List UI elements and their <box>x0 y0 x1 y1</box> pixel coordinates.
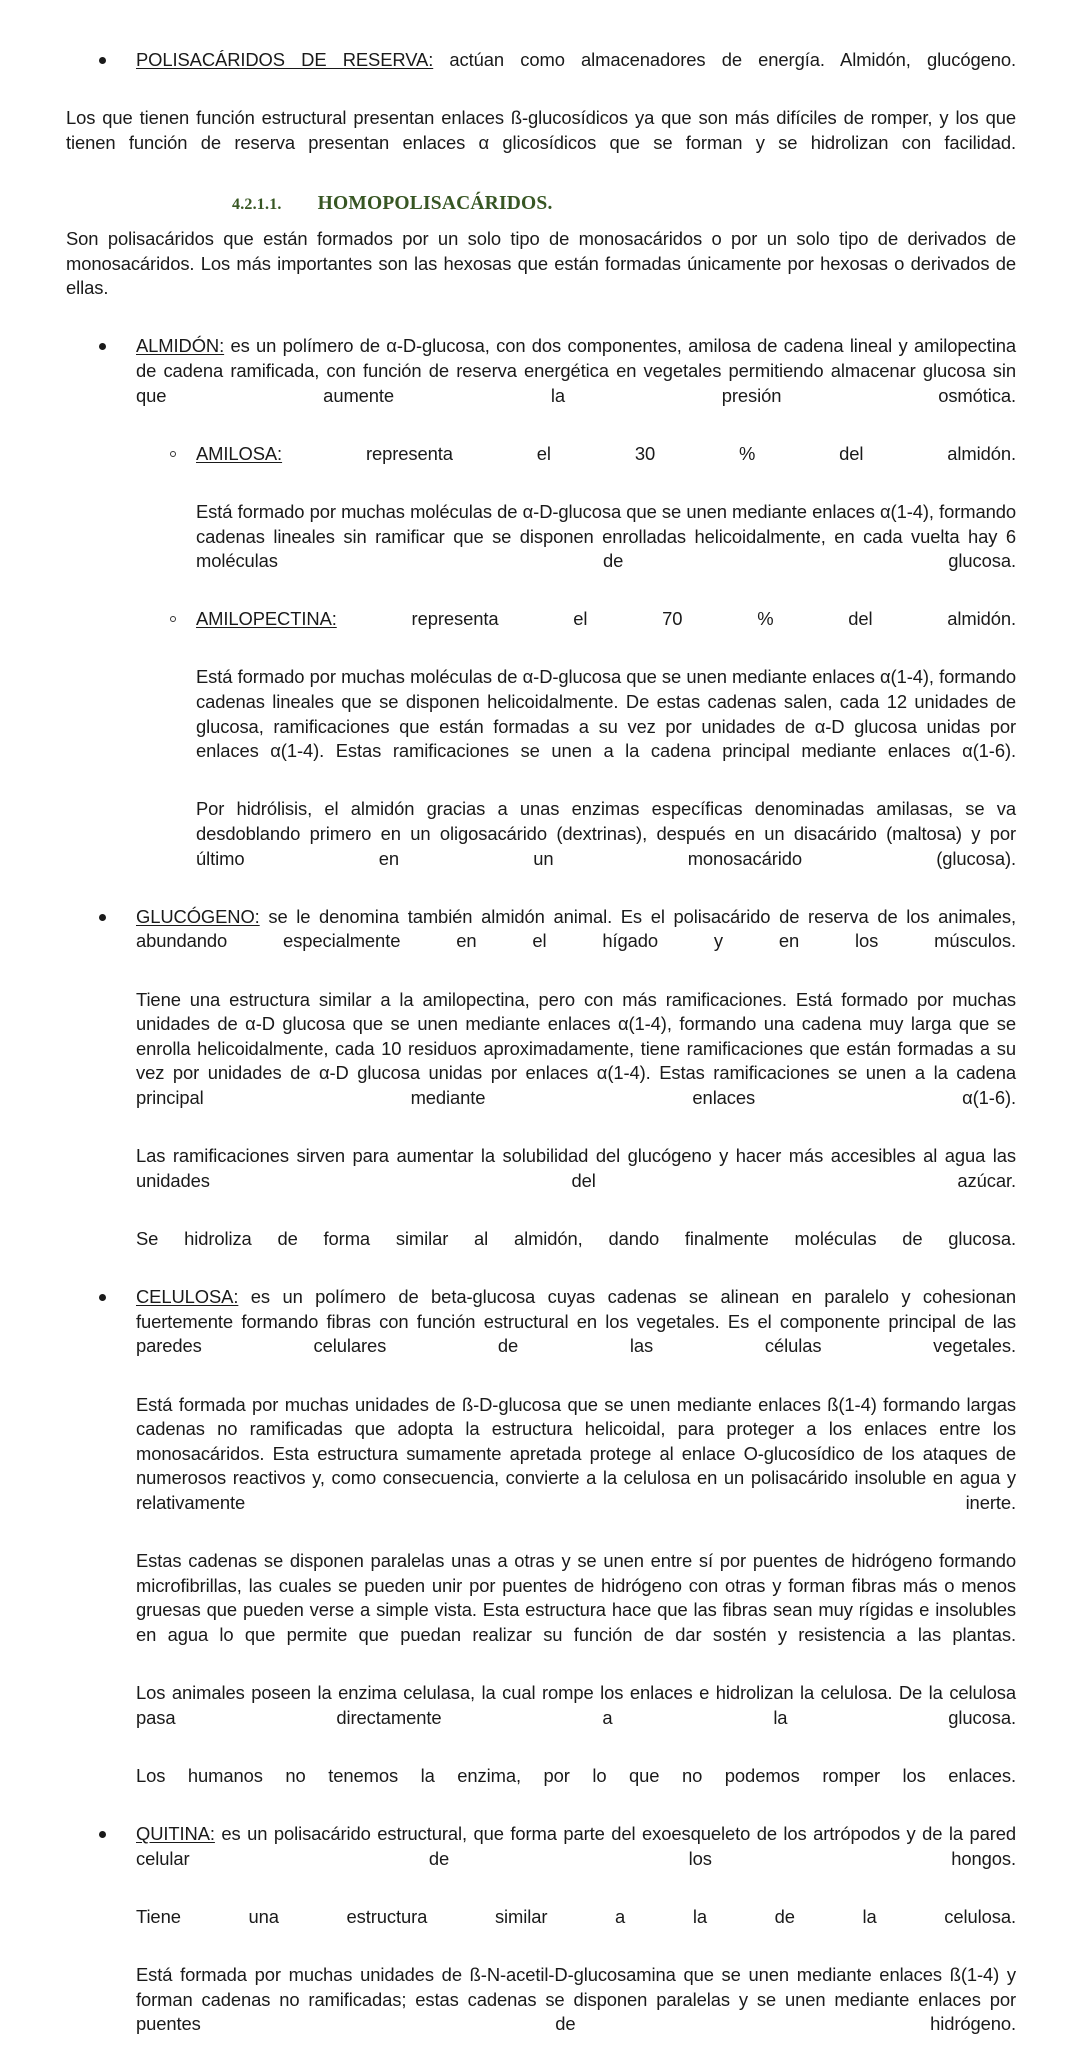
paragraph-celulosa-humanos: Los humanos no tenemos la enzima, por lo que no podemos romper los enlaces. <box>136 1764 1016 1786</box>
paragraph-amilosa-estructura: Está formado por muchas moléculas de α-D-glucosa que se unen mediante enlaces α(1-4), formando cadenas lineales sin ramificar que se disponen enrolladas helicoidalmente, en cada vuelta hay 6 moléculas de glucosa. <box>196 500 1016 572</box>
list-item-amilosa <box>66 442 1016 491</box>
section-heading-homopolisacaridos <box>66 192 1016 217</box>
paragraph-funcion-estructural: Los que tienen función estructural presentan enlaces ß-glucosídicos ya que son más difíciles de romper, y los que tienen función de reserva presentan enlaces α glicosídicos que se forman y se hidrolizan con facilidad. <box>66 107 1016 153</box>
term-amilopectina: AMILOPECTINA: <box>196 608 337 630</box>
bullet-dot-icon <box>99 1831 106 1838</box>
paragraph-glucogeno-ramificaciones: Las ramificaciones sirven para aumentar la solubilidad del glucógeno y hacer más accesibles al agua las unidades del azúcar. <box>136 1145 1016 1191</box>
heading-title: HOMOPOLISACÁRIDOS. <box>317 192 553 214</box>
text-celulosa: es un polímero de beta-glucosa cuyas cadenas se alinean en paralelo y cohesionan fuertemente formando fibras con función estructural en los vegetales. Es el componente principal de las paredes celulares de las células vegetales. <box>136 1286 1016 1357</box>
list-item-quitina <box>66 1822 1016 1896</box>
paragraph-glucogeno-hidrolisis: Se hidroliza de forma similar al almidón, dando finalmente moléculas de glucosa. <box>136 1227 1016 1249</box>
term-celulosa: CELULOSA: <box>136 1286 239 1308</box>
list-item-amilopectina <box>66 607 1016 656</box>
list-item-glucogeno <box>66 905 1016 979</box>
text-polisacaridos-reserva: actúan como almacenadores de energía. Almidón, glucógeno. <box>433 49 1016 70</box>
paragraph-celulosa-animales: Los animales poseen la enzima celulasa, la cual rompe los enlaces e hidrolizan la celulosa. De la celulosa pasa directamente a la glucosa. <box>136 1682 1016 1728</box>
term-polisacaridos-reserva: POLISACÁRIDOS DE RESERVA: <box>136 49 434 70</box>
paragraph-hidrolisis-almidon: Por hidrólisis, el almidón gracias a unas enzimas específicas denominadas amilasas, se va desdoblando primero en un oligosacárido (dextrinas), después en un disacárido (maltosa) y por último en un monosacárido (glucosa). <box>196 798 1016 869</box>
text-quitina: es un polisacárido estructural, que forma parte del exoesqueleto de los artrópodos y de la pared celular de los hongos. <box>136 1823 1016 1869</box>
bullet-dot-icon <box>99 343 106 350</box>
term-glucogeno: GLUCÓGENO: <box>136 905 260 927</box>
paragraph-celulosa-estructura: Está formada por muchas unidades de ß-D-glucosa que se unen mediante enlaces ß(1-4) formando largas cadenas no ramificadas que adopta la estructura helicoidal, para proteger a los enlaces entre los monosacáridos. Esta estructura sumamente apretada protege al enlace O-glucosídico de los ataques de numerosos reactivos y, como consecuencia, convierte a la celulosa en un polisacárido insoluble en agua y relativamente inerte. <box>136 1393 1016 1513</box>
paragraph-quitina-estructura: Está formada por muchas unidades de ß-N-acetil-D-glucosamina que se unen mediante enlaces ß(1-4) y forman cadenas no ramificadas; estas cadenas se disponen paralelas y se unen mediante enlaces por puentes de hidrógeno. <box>136 1963 1016 2035</box>
term-amilosa: AMILOSA: <box>196 442 283 464</box>
paragraph-celulosa-microfibrillas: Estas cadenas se disponen paralelas unas a otras y se unen entre sí por puentes de hidrógeno formando microfibrillas, las cuales se pueden unir por puentes de hidrógeno con otras y forman fibras más o menos gruesas que pueden verse a simple vista. Esta estructura hace que las fibras sean muy rígidas e insolubles en agua lo que permite que puedan realizar su función de dar sostén y resistencia a las plantas. <box>136 1550 1016 1645</box>
bullet-ring-icon <box>170 616 176 622</box>
bullet-dot-icon <box>99 57 106 64</box>
bullet-dot-icon <box>99 1294 106 1301</box>
text-amilopectina: representa el 70 % del almidón. <box>336 608 1016 630</box>
text-glucogeno: se le denomina también almidón animal. Es el polisacárido de reserva de los animales, abundando especialmente en el hígado y en los músculos. <box>136 905 1016 952</box>
text-amilosa: representa el 30 % del almidón. <box>282 442 1016 464</box>
paragraph-amilopectina-estructura: Está formado por muchas moléculas de α-D-glucosa que se unen mediante enlaces α(1-4), formando cadenas lineales que se disponen helicoidalmente. De estas cadenas salen, cada 12 unidades de glucosa, ramificaciones que están formadas a su vez por unidades de α-D glucosa unidas por enlaces α(1-4). Estas ramificaciones se unen a la cadena principal mediante enlaces α(1-6). <box>196 666 1016 762</box>
list-item-celulosa <box>66 1285 1016 1383</box>
list-item-almidon <box>66 334 1016 432</box>
bullet-ring-icon <box>170 451 176 457</box>
heading-number: 4.2.1.1. <box>232 195 282 213</box>
list-item-polisacaridos-reserva <box>66 48 1016 97</box>
text-almidon: es un polímero de α-D-glucosa, con dos componentes, amilosa de cadena lineal y amilopectina de cadena ramificada, con función de reserva energética en vegetales permitiendo almacenar glucosa sin que aumente la presión osmótica. <box>136 335 1016 406</box>
paragraph-glucogeno-estructura: Tiene una estructura similar a la amilopectina, pero con más ramificaciones. Está formado por muchas unidades de α-D glucosa que se unen mediante enlaces α(1-4), formando una cadena muy larga que se enrolla helicoidalmente, cada 10 residuos aproximadamente, tiene ramificaciones que están formadas a su vez por unidades de α-D glucosa unidas por enlaces α(1-4). Estas ramificaciones se unen a la cadena principal mediante enlaces α(1-6). <box>136 988 1016 1108</box>
term-almidon: ALMIDÓN: <box>136 335 225 357</box>
paragraph-definicion-homopolisacaridos: Son polisacáridos que están formados por un solo tipo de monosacáridos o por un solo tipo de derivados de monosacáridos. Los más importantes son las hexosas que están formadas únicamente por hexosas o derivados de ellas. <box>66 227 1016 299</box>
term-quitina: QUITINA: <box>136 1823 215 1844</box>
bullet-dot-icon <box>99 914 106 921</box>
paragraph-quitina-similar-celulosa: Tiene una estructura similar a la de la celulosa. <box>136 1905 1016 1927</box>
